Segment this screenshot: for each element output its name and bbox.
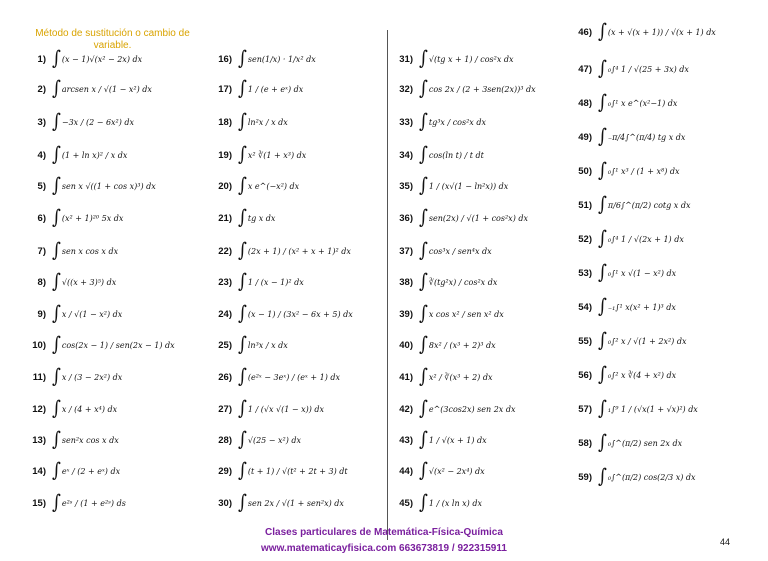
integrand: (1 + ln x)² / x dx [61,150,128,160]
integral-sign-icon: ∫ [419,109,428,133]
exercise-number: 25) [218,339,232,351]
integral-sign-icon: ∫ [598,158,607,182]
integral-sign-icon: ∫ [52,364,61,388]
exercise-number: 32) [399,83,413,95]
exercise-44 [393,459,485,483]
integral-sign-icon: ∫ [52,142,61,166]
exercise-number: 45) [399,497,413,509]
exercise-9 [30,302,122,326]
exercise-number: 24) [218,308,232,320]
integrand: cos(ln t) / t dt [428,150,484,160]
exercise-number: 26) [218,371,232,383]
exercise-number: 49) [578,131,592,143]
integral-sign-icon: ∫ [52,205,61,229]
integral-sign-icon: ∫ [52,46,61,70]
exercise-number: 52) [578,233,592,245]
integral-sign-icon: ∫ [598,260,607,284]
exercise-number: 30) [218,497,232,509]
exercise-2 [30,77,152,101]
exercise-number: 15) [32,497,46,509]
integrand: sen x √((1 + cos x)³) dx [61,181,156,191]
integral-sign-icon: ∫ [598,464,607,488]
integrand: x e^(−x²) dx [247,181,300,191]
integral-sign-icon: ∫ [52,238,61,262]
integral-sign-icon: ∫ [52,173,61,197]
integral-sign-icon: ∫ [238,364,247,388]
exercise-number: 29) [218,465,232,477]
integral-sign-icon: ∫ [419,301,428,325]
integrand: π/6∫^(π/2) cotg x dx [607,200,691,210]
exercise-number: 44) [399,465,413,477]
integral-sign-icon: ∫ [238,301,247,325]
exercise-number: 31) [399,53,413,65]
exercise-number: 36) [399,212,413,224]
exercise-number: 12) [32,403,46,415]
exercise-29 [212,459,348,483]
integrand: sen²x cos x dx [61,435,119,445]
integral-sign-icon: ∫ [52,109,61,133]
exercise-5 [30,174,156,198]
integral-sign-icon: ∫ [598,328,607,352]
exercise-10 [30,333,175,357]
integral-sign-icon: ∫ [238,76,247,100]
exercise-42 [393,397,516,421]
exercise-51 [572,193,690,217]
exercise-number: 40) [399,339,413,351]
exercise-number: 37) [399,245,413,257]
integral-sign-icon: ∫ [52,458,61,482]
integral-sign-icon: ∫ [598,192,607,216]
exercise-3 [30,110,134,134]
exercise-1 [30,47,142,71]
integrand: ln²x / x dx [247,117,288,127]
exercise-number: 46) [578,26,592,38]
exercise-number: 41) [399,371,413,383]
integral-sign-icon: ∫ [52,332,61,356]
integrand: (x − 1) / (3x² − 6x + 5) dx [247,309,353,319]
integrand: sen(2x) / √(1 + cos²x) dx [428,213,528,223]
exercise-number: 16) [218,53,232,65]
integrand: arcsen x / √(1 − x²) dx [61,84,152,94]
integrand: (x + √(x + 1)) / √(x + 1) dx [607,27,716,37]
exercise-26 [212,365,340,389]
exercise-number: 1) [37,53,46,65]
integrand: ₀∫¹ x √(1 − x²) dx [607,268,677,278]
exercise-49 [572,125,685,149]
exercise-7 [30,239,118,263]
integral-sign-icon: ∫ [419,458,428,482]
exercise-number: 39) [399,308,413,320]
integrand: ₀∫¹ x e^(x²−1) dx [607,98,678,108]
integrand: √(tg x + 1) / cos²x dx [428,54,514,64]
integrand: x² / ∛(x³ + 2) dx [428,372,493,382]
integrand: sen(1/x) · 1/x² dx [247,54,316,64]
integral-sign-icon: ∫ [419,490,428,514]
exercise-number: 56) [578,369,592,381]
integrand: e²ˢ / (1 + e²ˢ) ds [61,498,126,508]
exercise-8 [30,270,116,294]
exercise-34 [393,143,484,167]
exercise-40 [393,333,496,357]
exercise-23 [212,270,304,294]
column-divider [387,30,388,540]
exercise-number: 27) [218,403,232,415]
integral-sign-icon: ∫ [419,427,428,451]
worksheet-title: Método de sustitución o cambio de variable. [35,28,190,51]
integral-sign-icon: ∫ [52,427,61,451]
exercise-13 [30,428,119,452]
integrand: ₋₁∫¹ x(x² + 1)³ dx [607,302,676,312]
exercise-number: 43) [399,434,413,446]
integral-sign-icon: ∫ [238,109,247,133]
integral-sign-icon: ∫ [598,430,607,454]
exercise-number: 18) [218,116,232,128]
exercise-41 [393,365,492,389]
integral-sign-icon: ∫ [52,396,61,420]
exercise-56 [572,363,676,387]
exercise-number: 10) [32,339,46,351]
exercise-number: 23) [218,276,232,288]
integral-sign-icon: ∫ [52,490,61,514]
exercise-32 [393,77,536,101]
integral-sign-icon: ∫ [238,238,247,262]
exercise-43 [393,428,487,452]
exercise-number: 35) [399,180,413,192]
integral-sign-icon: ∫ [598,294,607,318]
integrand: tg³x / cos²x dx [428,117,486,127]
exercise-number: 55) [578,335,592,347]
exercise-6 [30,206,123,230]
integral-sign-icon: ∫ [238,396,247,420]
exercise-37 [393,239,492,263]
integral-sign-icon: ∫ [598,56,607,80]
integral-sign-icon: ∫ [419,269,428,293]
integral-sign-icon: ∫ [598,90,607,114]
integral-sign-icon: ∫ [598,124,607,148]
integral-sign-icon: ∫ [419,173,428,197]
integrand: eˣ / (2 + eˣ) dx [61,466,121,476]
exercise-16 [212,47,316,71]
integral-sign-icon: ∫ [598,19,607,43]
integrand: 1 / (x√(1 − ln²x)) dx [428,181,509,191]
integral-sign-icon: ∫ [52,301,61,325]
exercise-number: 2) [37,83,46,95]
integral-sign-icon: ∫ [238,458,247,482]
exercise-55 [572,329,686,353]
exercise-47 [572,57,689,81]
exercise-19 [212,143,306,167]
integrand: 1 / (x − 1)² dx [247,277,304,287]
exercise-25 [212,333,288,357]
exercise-number: 59) [578,471,592,483]
exercise-number: 3) [37,116,46,128]
exercise-59 [572,465,696,489]
exercise-18 [212,110,288,134]
exercise-number: 4) [37,149,46,161]
integrand: sen x cos x dx [61,246,119,256]
exercise-54 [572,295,676,319]
exercise-number: 48) [578,97,592,109]
integral-sign-icon: ∫ [419,76,428,100]
exercise-number: 22) [218,245,232,257]
exercise-number: 6) [37,212,46,224]
exercise-number: 42) [399,403,413,415]
exercise-number: 28) [218,434,232,446]
integrand: ₀∫^(π/2) cos(2/3 x) dx [607,472,696,482]
integrand: (x² + 1)²⁰ 5x dx [61,213,124,223]
integrand: x / √(1 − x²) dx [61,309,123,319]
integral-sign-icon: ∫ [419,205,428,229]
exercise-number: 11) [32,371,46,383]
exercise-57 [572,397,698,421]
integral-sign-icon: ∫ [52,76,61,100]
integrand: x / (3 − 2x²) dx [61,372,123,382]
exercise-33 [393,110,486,134]
exercise-number: 17) [218,83,232,95]
exercise-number: 58) [578,437,592,449]
exercise-number: 53) [578,267,592,279]
integrand: cos 2x / (2 + 3sen(2x))³ dx [428,84,536,94]
exercise-20 [212,174,299,198]
integrand: ₀∫² x / √(1 + 2x²) dx [607,336,687,346]
integrand: ₀∫⁴ 1 / √(2x + 1) dx [607,234,684,244]
exercise-number: 14) [32,465,46,477]
exercise-number: 19) [218,149,232,161]
integral-sign-icon: ∫ [598,226,607,250]
integral-sign-icon: ∫ [419,332,428,356]
integral-sign-icon: ∫ [419,396,428,420]
integrand: tg x dx [247,213,276,223]
exercise-12 [30,397,117,421]
exercise-53 [572,261,676,285]
integral-sign-icon: ∫ [598,396,607,420]
exercise-number: 57) [578,403,592,415]
integrand: cos(2x − 1) / sen(2x − 1) dx [61,340,175,350]
exercise-38 [393,270,497,294]
integrand: ₀∫¹ x³ / (1 + x⁸) dx [607,166,680,176]
exercise-50 [572,159,680,183]
integral-sign-icon: ∫ [419,238,428,262]
exercise-46 [572,20,716,44]
exercise-35 [393,174,508,198]
exercise-24 [212,302,353,326]
integral-sign-icon: ∫ [238,427,247,451]
exercise-number: 34) [399,149,413,161]
footer-line-1: Clases particulares de Matemática-Física-Química [265,527,503,538]
integrand: (t + 1) / √(t² + 2t + 3) dt [247,466,348,476]
integral-sign-icon: ∫ [238,269,247,293]
integrand: sen 2x / √(1 + sen²x) dx [247,498,344,508]
exercise-number: 47) [578,63,592,75]
integral-sign-icon: ∫ [419,364,428,388]
exercise-number: 33) [399,116,413,128]
exercise-4 [30,143,127,167]
integral-sign-icon: ∫ [419,142,428,166]
exercise-number: 13) [32,434,46,446]
exercise-14 [30,459,120,483]
integrand: cos³x / sen⁴x dx [428,246,492,256]
integrand: ₀∫² x ∛(4 + x²) dx [607,370,677,380]
exercise-39 [393,302,504,326]
exercise-15 [30,491,126,515]
integrand: e^(3cos2x) sen 2x dx [428,404,516,414]
integral-sign-icon: ∫ [419,46,428,70]
integrand: (2x + 1) / (x² + x + 1)² dx [247,246,351,256]
integrand: ₀∫⁴ 1 / √(25 + 3x) dx [607,64,689,74]
integrand: √(x² − 2x⁴) dx [428,466,485,476]
integrand: (x − 1)√(x² − 2x) dx [61,54,143,64]
exercise-58 [572,431,682,455]
integrand: 1 / (e + eˣ) dx [247,84,304,94]
integrand: 1 / (√x √(1 − x)) dx [247,404,325,414]
integral-sign-icon: ∫ [238,46,247,70]
page-number: 44 [720,537,731,547]
exercise-number: 50) [578,165,592,177]
integrand: √(25 − x²) dx [247,435,302,445]
integral-sign-icon: ∫ [52,269,61,293]
exercise-52 [572,227,684,251]
exercise-number: 21) [218,212,232,224]
integral-sign-icon: ∫ [238,173,247,197]
exercise-number: 8) [37,276,46,288]
integrand: x cos x² / sen x² dx [428,309,504,319]
exercise-number: 20) [218,180,232,192]
exercise-28 [212,428,301,452]
footer-line-2: www.matematicayfisica.com 663673819 / 922315911 [261,543,507,554]
exercise-48 [572,91,677,115]
exercise-21 [212,206,275,230]
integral-sign-icon: ∫ [238,205,247,229]
integral-sign-icon: ∫ [598,362,607,386]
integrand: −3x / (2 − 6x²) dx [61,117,135,127]
exercise-number: 54) [578,301,592,313]
integral-sign-icon: ∫ [238,142,247,166]
exercise-number: 38) [399,276,413,288]
integrand: (e²ˣ − 3eˣ) / (eˣ + 1) dx [247,372,340,382]
exercise-22 [212,239,351,263]
exercise-17 [212,77,303,101]
integrand: x² ∛(1 + x³) dx [247,150,307,160]
exercise-30 [212,491,344,515]
exercise-45 [393,491,482,515]
integrand: 1 / (x ln x) dx [428,498,482,508]
exercise-number: 9) [37,308,46,320]
exercise-11 [30,365,122,389]
integral-sign-icon: ∫ [238,490,247,514]
exercise-27 [212,397,324,421]
integrand: x / (4 + x⁴) dx [61,404,118,414]
integral-sign-icon: ∫ [238,332,247,356]
integrand: 8x² / (x³ + 2)³ dx [428,340,496,350]
integrand: ₁∫⁹ 1 / (√x(1 + √x)²) dx [607,404,698,414]
integrand: ₋π/4∫^(π/4) tg x dx [607,132,686,142]
exercise-number: 51) [578,199,592,211]
exercise-31 [393,47,514,71]
integrand: ln³x / x dx [247,340,288,350]
integrand: 1 / √(x + 1) dx [428,435,487,445]
exercise-36 [393,206,528,230]
integrand: √((x + 3)⁵) dx [61,277,117,287]
exercise-number: 7) [37,245,46,257]
integrand: ₀∫^(π/2) sen 2x dx [607,438,683,448]
integrand: ∛(tg²x) / cos²x dx [428,277,498,287]
exercise-number: 5) [37,180,46,192]
